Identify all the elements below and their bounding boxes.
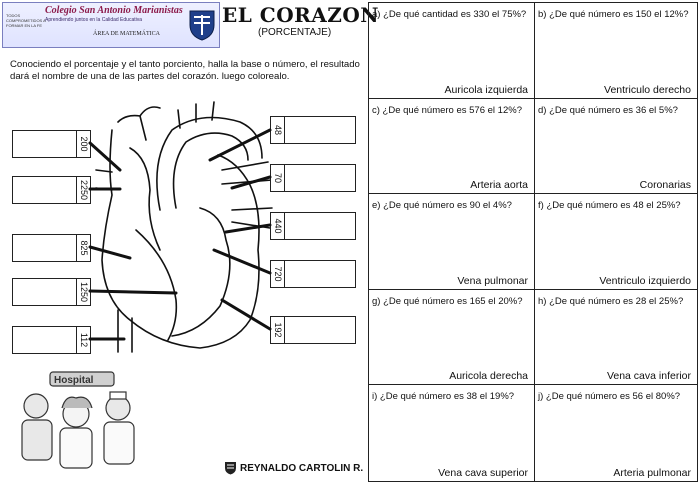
question-cell[interactable] [369, 3, 535, 99]
subject-area: ÁREA DE MATEMÁTICA [93, 31, 160, 37]
question-cell[interactable] [369, 385, 535, 481]
question-text: i) ¿De qué número es 38 el 19%? [372, 391, 515, 403]
school-banner [2, 2, 220, 48]
hospital-staff-cartoon [14, 368, 144, 476]
question-cell[interactable] [369, 194, 535, 290]
number-tag: 2250 [76, 176, 91, 204]
school-name: Colegio San Antonio Marianistas [45, 5, 183, 16]
school-crest-icon [189, 9, 215, 41]
instructions-text: Conociendo el porcentaje y el tanto porciento, halla la base o número, el resultado dará el nombre de una de las partes del corazón. luego colorealo. [10, 59, 360, 82]
answer-label: Auricola derecha [449, 370, 528, 383]
question-cell[interactable] [535, 3, 697, 99]
page-subtitle: (PORCENTAJE) [258, 27, 332, 38]
answer-label: Auricola izquierda [444, 83, 528, 96]
question-cell[interactable] [369, 99, 535, 195]
question-text: j) ¿De qué número es 56 el 80%? [538, 391, 681, 403]
question-cell[interactable] [535, 385, 697, 481]
answer-label: Vena cava inferior [606, 370, 691, 383]
question-text: h) ¿De qué número es 28 el 25%? [538, 295, 684, 307]
answer-box[interactable] [284, 316, 356, 344]
answer-box[interactable] [284, 212, 356, 240]
answer-box[interactable] [12, 326, 78, 354]
heart-diagram [0, 100, 366, 362]
question-text: e) ¿De qué número es 90 el 4%? [372, 200, 512, 212]
question-text: b) ¿De qué número es 150 el 12%? [538, 9, 689, 20]
number-tag: 720 [270, 260, 285, 288]
answer-label: Vena pulmonar [457, 274, 528, 287]
answer-box[interactable] [12, 130, 78, 158]
answer-label: Arteria aorta [470, 179, 528, 192]
answer-box[interactable] [12, 234, 78, 262]
number-tag: 112 [76, 326, 91, 354]
answer-label: Coronarias [639, 179, 691, 192]
answer-box[interactable] [284, 164, 356, 192]
answer-box[interactable] [284, 116, 356, 144]
question-cell[interactable] [535, 99, 697, 195]
number-tag: 48 [270, 116, 285, 144]
number-tag: 192 [270, 316, 285, 344]
page-title: EL CORAZON [222, 3, 380, 27]
question-text: d) ¿De qué número es 36 el 5%? [538, 104, 678, 116]
question-cell[interactable] [535, 290, 697, 386]
hospital-sign: Hospital [54, 375, 94, 386]
question-text: c) ¿De qué número es 576 el 12%? [372, 104, 522, 116]
number-tag: 200 [76, 130, 91, 158]
number-tag: 440 [270, 212, 285, 240]
number-tag: 825 [76, 234, 91, 262]
answer-box[interactable] [284, 260, 356, 288]
answer-label: Ventriculo izquierdo [599, 274, 691, 287]
number-tag: 70 [270, 164, 285, 192]
author-crest-icon [224, 461, 237, 475]
banner-side-text: TODOS COMPROMETIDOS A FORMAR EN LA FE [6, 13, 46, 28]
answer-label: Arteria pulmonar [613, 466, 691, 479]
answer-box[interactable] [12, 176, 78, 204]
question-text: f) ¿De qué número es 48 el 25%? [538, 200, 681, 212]
question-cell[interactable] [535, 194, 697, 290]
question-text: g) ¿De qué número es 165 el 20%? [372, 295, 523, 307]
answer-label: Ventriculo derecho [604, 83, 691, 96]
number-tag: 1250 [76, 278, 91, 306]
question-text: a) ¿De qué cantidad es 330 el 75%? [372, 9, 527, 20]
answer-label: Vena cava superior [438, 466, 528, 479]
answer-box[interactable] [12, 278, 78, 306]
author-name: REYNALDO CARTOLIN R. [240, 463, 364, 474]
question-cell[interactable] [369, 290, 535, 386]
school-motto: Aprendiendo juntos en la Calidad Educativa [45, 17, 143, 23]
question-grid [368, 2, 698, 482]
